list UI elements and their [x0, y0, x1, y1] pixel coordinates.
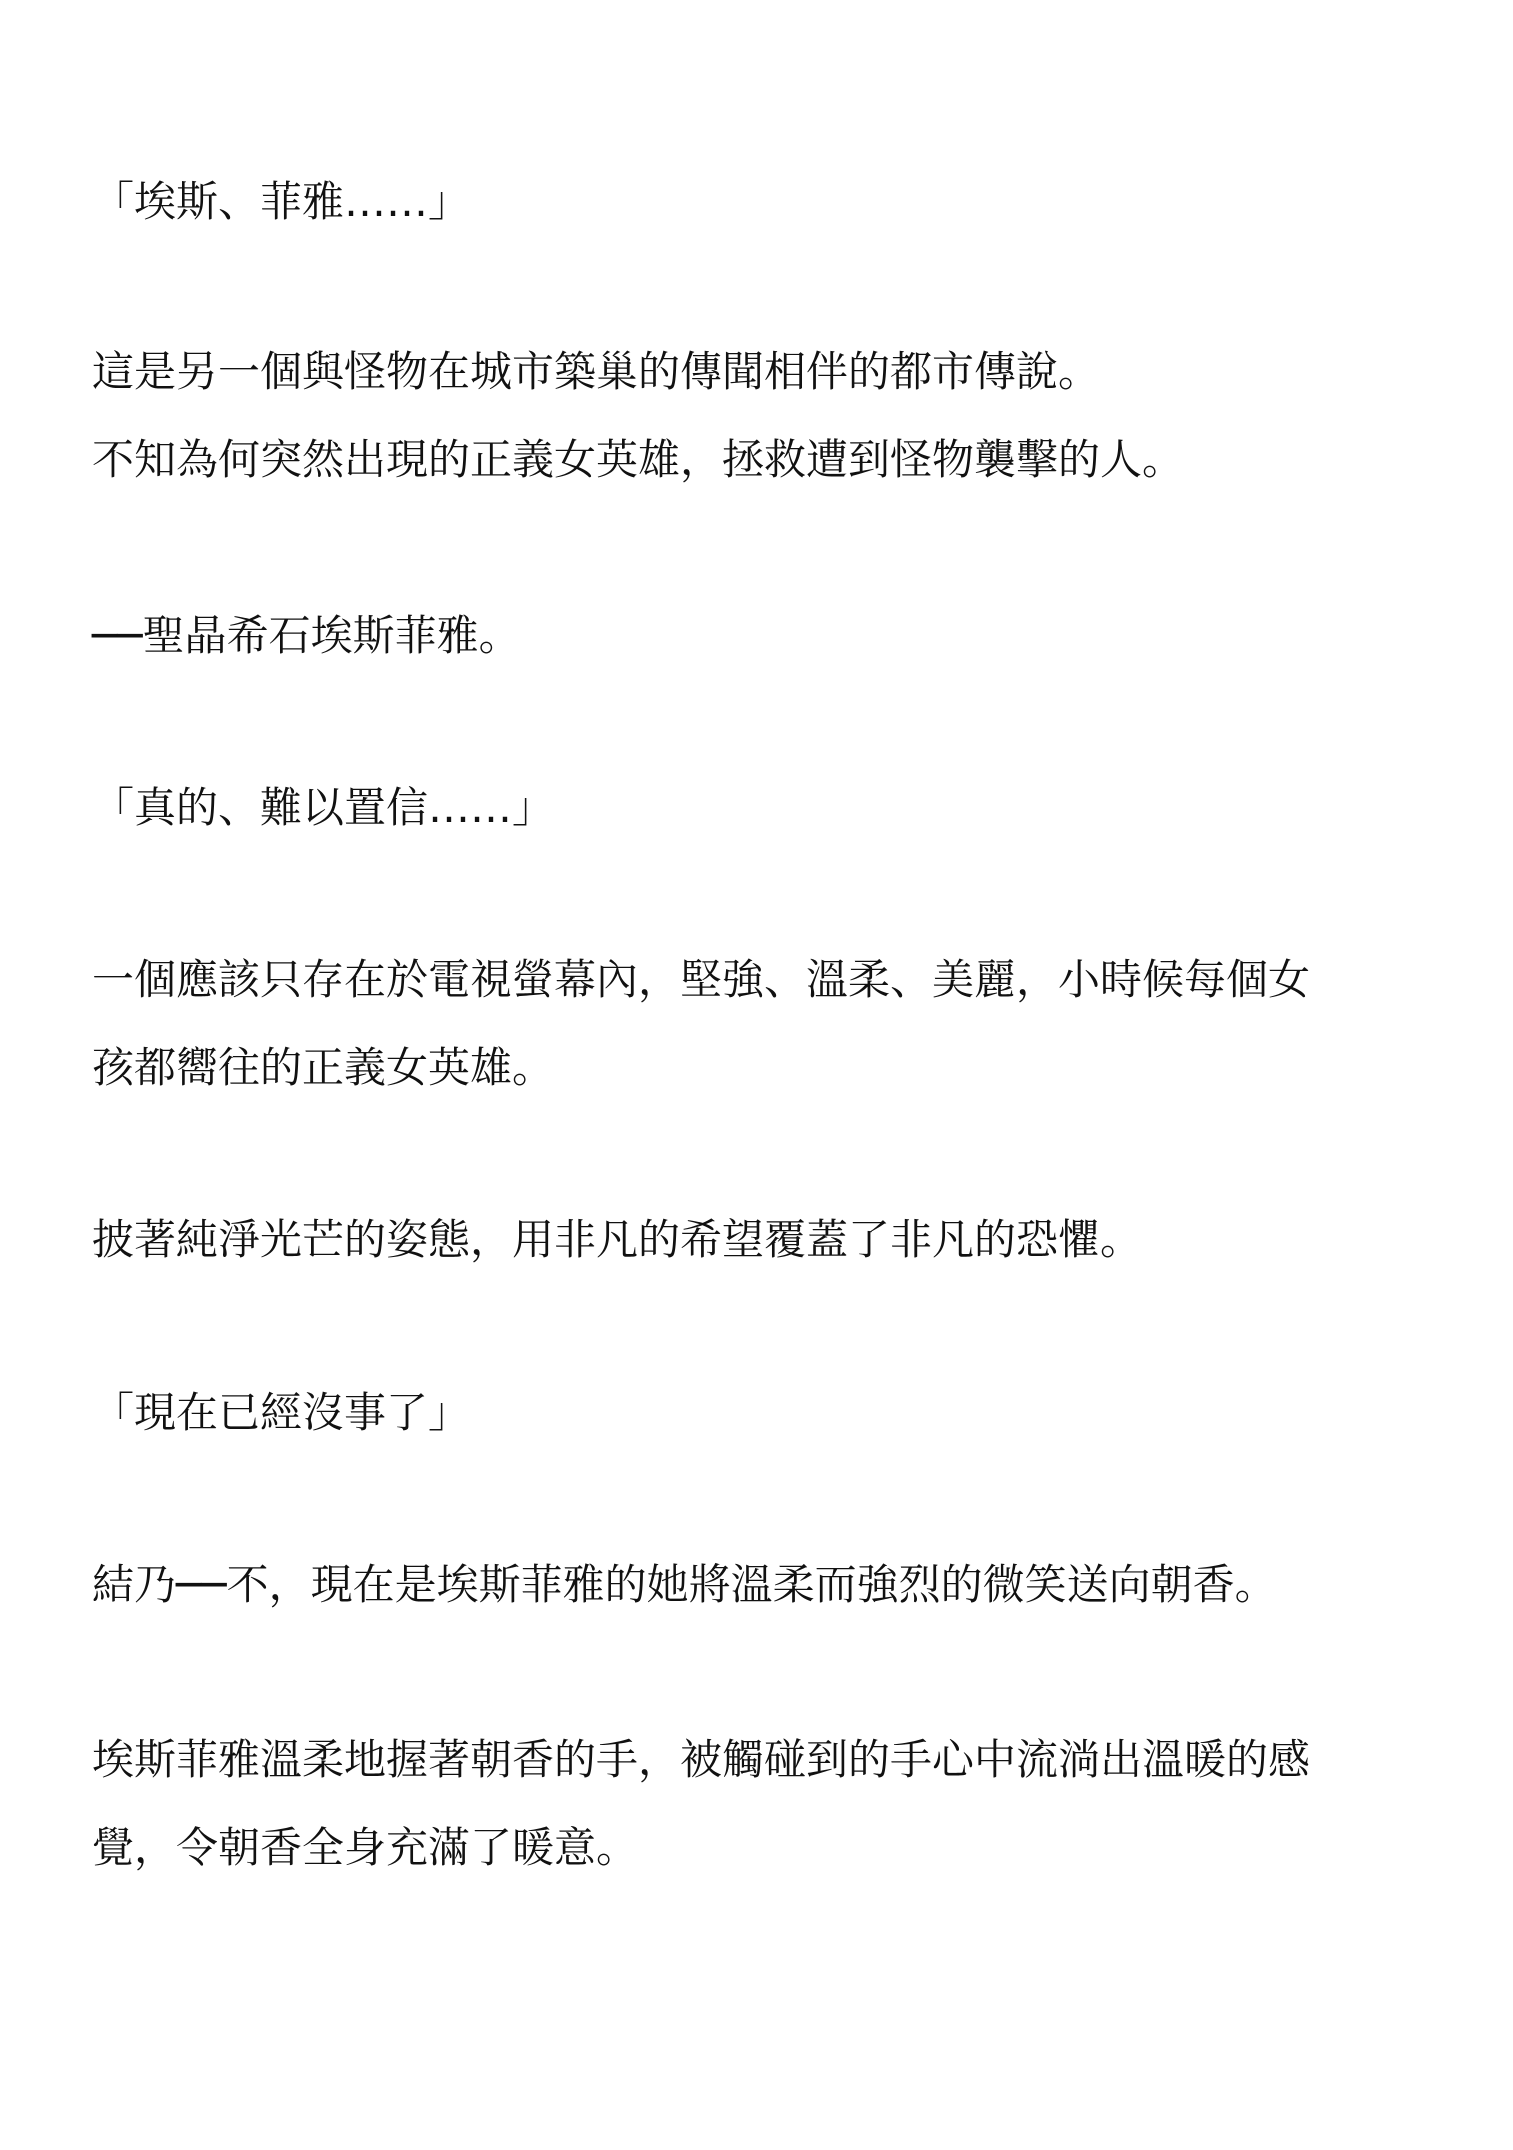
paragraph-line: 孩都嚮往的正義女英雄。	[92, 1043, 555, 1092]
paragraph-line: ──聖晶希石埃斯菲雅。	[92, 611, 521, 660]
paragraph-line: 覺，令朝香全身充滿了暖意。	[92, 1823, 639, 1872]
paragraph-line: 一個應該只存在於電視螢幕內，堅強、溫柔、美麗，小時候每個女	[92, 955, 1311, 1004]
dialogue-line: 「埃斯、菲雅……」	[92, 177, 471, 226]
dialogue-line: 「真的、難以置信……」	[92, 783, 555, 832]
paragraph-line: 不知為何突然出現的正義女英雄，拯救遭到怪物襲擊的人。	[92, 435, 1185, 484]
paragraph-line: 這是另一個與怪物在城市築巢的傳聞相伴的都市傳說。	[92, 347, 1101, 396]
paragraph-line: 結乃──不，現在是埃斯菲雅的她將溫柔而強烈的微笑送向朝香。	[92, 1560, 1277, 1609]
dialogue-line: 「現在已經沒事了」	[92, 1388, 471, 1437]
paragraph-line: 埃斯菲雅溫柔地握著朝香的手，被觸碰到的手心中流淌出溫暖的感	[92, 1735, 1311, 1784]
paragraph-line: 披著純淨光芒的姿態，用非凡的希望覆蓋了非凡的恐懼。	[92, 1215, 1143, 1264]
